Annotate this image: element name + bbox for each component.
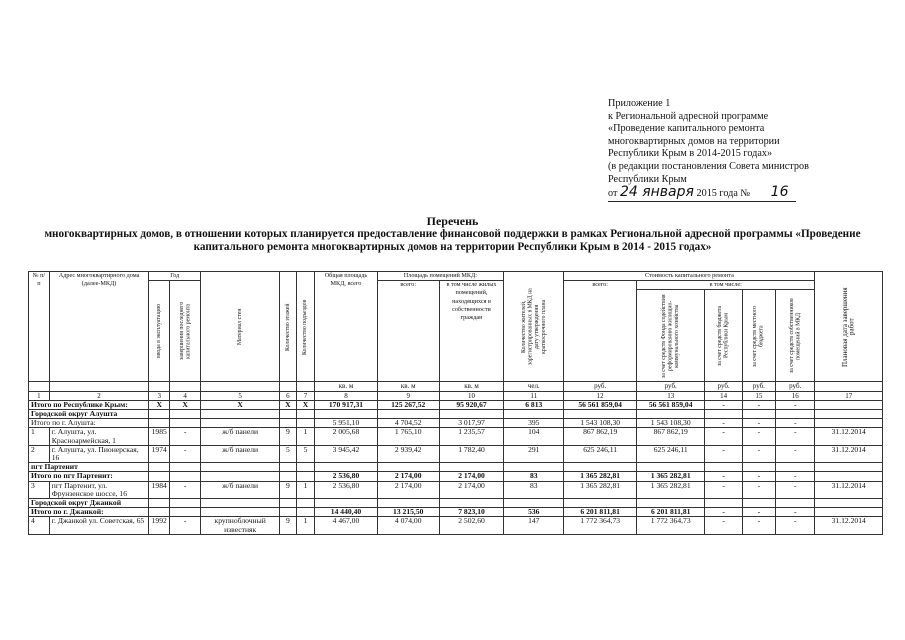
table-cell: 291 [504,445,564,462]
table-cell: 56 561 859,04 [636,400,704,409]
table-cell: - [705,419,742,428]
table-cell [439,463,503,472]
table-cell: 9 [280,428,297,445]
table-cell: - [742,508,775,517]
table-cell [815,499,883,508]
table-cell [742,499,775,508]
table-cell: 31.12.2014 [815,481,883,498]
table-cell: 4 [29,517,50,534]
appendix-line: (в редакции постановления Совета министров [608,160,809,172]
table-cell [315,463,377,472]
table-cell: X [280,400,297,409]
table-cell: X [201,400,280,409]
table-cell [564,410,637,419]
column-number: 10 [439,391,503,400]
table-cell: г. Алушта, ул. Пионерская, 16 [49,445,149,462]
table-cell [201,499,280,508]
column-number: 14 [705,391,742,400]
table-row-item [29,481,883,498]
date-handwritten: 24 января [619,184,694,201]
table-cell: 2 174,00 [377,481,439,498]
table-cell: 1 772 364,73 [636,517,704,534]
table-cell: - [775,428,814,445]
table-cell [815,400,883,409]
table-cell: 4 467,00 [315,517,377,534]
table-cell [149,419,170,428]
header-wall-text: Материал стен [236,308,243,345]
table-cell [170,419,201,428]
column-number: 7 [296,391,315,400]
column-number: 15 [742,391,775,400]
number-handwritten: 16 [770,184,789,201]
table-cell [315,499,377,508]
table-cell: 31.12.2014 [815,428,883,445]
table-cell: 5 951,10 [315,419,377,428]
table-cell [296,419,315,428]
unit-cell: руб. [636,382,704,391]
table-cell: - [170,481,201,498]
section-label: Городской округ Джанкой [29,499,149,508]
header-entrances-text: Количество подъездов [302,299,309,355]
unit-cell: руб. [742,382,775,391]
table-cell: 104 [504,428,564,445]
table-cell [636,410,704,419]
column-number: 6 [280,391,297,400]
table-cell: г. Джанкой ул. Советская, 65 [49,517,149,534]
header-year: Год [149,272,201,281]
header-cost-total: всего: [564,281,637,382]
table-cell: - [705,481,742,498]
table-cell [201,472,280,481]
column-number: 3 [149,391,170,400]
header-cost-local [742,290,775,382]
table-cell [201,463,280,472]
table-cell: 1 365 282,81 [564,472,637,481]
table-cell [296,463,315,472]
table-cell [296,472,315,481]
table-cell: Итого по Республике Крым: [29,400,149,409]
table-cell [296,499,315,508]
table-cell: 2 [29,445,50,462]
table-cell [201,508,280,517]
header-cost: Стоимость капитального ремонта [564,272,815,281]
table-cell: 125 267,52 [377,400,439,409]
table-cell [564,463,637,472]
table-cell: 6 813 [504,400,564,409]
table-cell: 6 201 811,81 [564,508,637,517]
table-cell [170,410,201,419]
table-cell: 1 782,40 [439,445,503,462]
table-cell: ж/б панели [201,428,280,445]
table-cell: 3 [29,481,50,498]
table-cell [280,472,297,481]
table-row-total [29,472,883,481]
table-cell: 1 [296,517,315,534]
table-cell [742,410,775,419]
header-cost-republic [705,290,742,382]
table-cell: 9 [280,517,297,534]
table-cell: 1 765,10 [377,428,439,445]
table-cell [775,499,814,508]
date-year: 2015 года № [696,188,751,200]
column-number: 5 [201,391,280,400]
table-cell [815,463,883,472]
table-cell: - [170,517,201,534]
table-cell: 1 543 108,30 [564,419,637,428]
table-cell: 3 017,97 [439,419,503,428]
table-cell [149,499,170,508]
table-cell: ж/б панели [201,445,280,462]
table-cell: - [705,400,742,409]
table-cell: 395 [504,419,564,428]
table-cell: пгт Партенит, ул. Фрунзенское шоссе, 16 [49,481,149,498]
table-cell: 5 [296,445,315,462]
header-deadline [815,272,883,382]
table-cell: - [705,428,742,445]
table-cell [149,508,170,517]
header-cost-fund-text: за счет средств Фонда содействия реформированию жилищно-коммунального хозяйства [660,294,680,378]
table-cell: 1 [296,428,315,445]
table-cell: - [775,419,814,428]
header-year-commission-text: ввода в эксплуатацию [155,304,162,359]
table-cell: 867 862,19 [636,428,704,445]
column-number: 16 [775,391,814,400]
table-cell: 1974 [149,445,170,462]
table-cell [280,463,297,472]
column-numbers-row [29,391,883,400]
header-wall [201,272,280,382]
column-number: 13 [636,391,704,400]
unit-cell: чел. [504,382,564,391]
table-cell [377,463,439,472]
table-cell: - [170,445,201,462]
houses-table [28,271,883,535]
table-cell: Итого по пгт Партенит: [29,472,149,481]
table-cell: 1992 [149,517,170,534]
table-cell [296,410,315,419]
table-cell [280,499,297,508]
table-cell: Итого по г. Алушта: [29,419,149,428]
table-cell [815,508,883,517]
table-cell: 1 [296,481,315,498]
table-cell: - [775,508,814,517]
table-cell: 14 440,40 [315,508,377,517]
header-floors-text: Количество этажей [284,302,291,351]
table-cell: - [742,419,775,428]
unit-cell: кв. м [439,382,503,391]
header-cost-fund [636,290,704,382]
table-row-total [29,400,883,409]
table-cell: - [705,508,742,517]
table-cell: - [775,481,814,498]
column-number: 12 [564,391,637,400]
table-cell: 1 365 282,81 [636,472,704,481]
table-cell [439,499,503,508]
header-cost-local-text: за счет средств местного бюджета [752,305,765,367]
table-cell: 1 365 282,81 [564,481,637,498]
column-number: 9 [377,391,439,400]
table-cell [439,410,503,419]
table-cell [201,410,280,419]
column-number: 8 [315,391,377,400]
table-row-item [29,428,883,445]
header-cost-owners-text: за счет средств собственников помещений в МКД [788,298,802,374]
table-cell: 4 074,00 [377,517,439,534]
table-cell: 56 561 859,04 [564,400,637,409]
table-cell: - [742,472,775,481]
table-header-row [29,272,883,281]
header-num: № п/п [29,272,50,382]
table-row-subtotal [29,419,883,428]
table-cell [705,463,742,472]
table-cell [705,499,742,508]
table-row-section [29,410,883,419]
table-cell: 536 [504,508,564,517]
table-cell [377,499,439,508]
header-cost-owners [775,290,814,382]
page-title: Перечень [426,214,479,228]
table-cell: 1 [29,428,50,445]
table-cell [296,508,315,517]
table-cell [564,499,637,508]
table-cell: 7 823,10 [439,508,503,517]
column-number: 1 [29,391,50,400]
table-cell [504,499,564,508]
table-cell: 2 174,00 [439,472,503,481]
header-residents [504,272,564,382]
table-cell [170,472,201,481]
table-cell: X [296,400,315,409]
table-cell [815,419,883,428]
table-cell [815,472,883,481]
table-cell: 2 939,42 [377,445,439,462]
table-cell: 1985 [149,428,170,445]
table-cell: - [705,517,742,534]
header-address: Адрес многоквартирного дома (далее-МКД) [49,272,149,382]
table-cell: 4 704,52 [377,419,439,428]
table-cell [201,419,280,428]
header-floors [280,272,297,382]
table-cell: - [742,481,775,498]
table-cell [775,463,814,472]
table-cell: 5 [280,445,297,462]
table-cell: Итого по г. Джанкой: [29,508,149,517]
table-cell: X [149,400,170,409]
table-cell [170,508,201,517]
column-number: 11 [504,391,564,400]
table-cell: 625 246,11 [636,445,704,462]
table-row-item [29,517,883,534]
table-cell: 83 [504,472,564,481]
units-row [29,382,883,391]
table-cell: 1 365 282,81 [636,481,704,498]
appendix-line: Приложение 1 [608,98,671,109]
table-cell [815,410,883,419]
date-prefix: от [608,188,618,200]
table-cell [636,499,704,508]
table-row-total [29,508,883,517]
table-cell: 31.12.2014 [815,445,883,462]
table-cell [775,410,814,419]
table-cell: 2 005,68 [315,428,377,445]
table-cell: 170 917,31 [315,400,377,409]
column-number: 2 [49,391,149,400]
table-row-section [29,463,883,472]
table-cell: - [742,428,775,445]
header-cost-republic-text: за счет средств бюджета Республики Крым [717,305,730,366]
table-cell [280,508,297,517]
table-cell: - [705,472,742,481]
table-cell [280,410,297,419]
table-cell [170,463,201,472]
unit-cell: руб. [705,382,742,391]
header-total-area: Общая площадь МКД, всего [315,272,377,382]
table-cell: X [170,400,201,409]
table-cell: - [742,517,775,534]
table-cell: 625 246,11 [564,445,637,462]
table-cell: 31.12.2014 [815,517,883,534]
table-cell [280,419,297,428]
appendix-line: «Проведение капитального ремонта [608,123,765,135]
unit-cell: кв. м [377,382,439,391]
header-premises-total: всего: [377,281,439,382]
table-cell [504,463,564,472]
table-cell: 1984 [149,481,170,498]
table-cell [315,410,377,419]
header-cost-incl: в том числе: [636,281,814,290]
unit-cell: руб. [564,382,637,391]
table-body [29,400,883,534]
header-residents-text: Количество жителей, зарегистрированных в МКД на дату утверждения краткосрочного плана [520,288,547,366]
table-cell: - [775,517,814,534]
page-subtitle: многоквартирных домов, в отношении которых планируется предоставление финансовой поддержки в рамках Региональной адресной программы «Проведение капитального ремонта многоквартирных домов на территории Республики Крым в 2014 - 2015 годах» [44,228,861,253]
table-cell: 83 [504,481,564,498]
table-cell [636,463,704,472]
table-cell [742,463,775,472]
section-label: пгт Партенит [29,463,149,472]
table-cell: - [170,428,201,445]
table-row-section [29,499,883,508]
table-cell: 9 [280,481,297,498]
table-cell: крупноблочный известняк [201,517,280,534]
header-premises-area: Площадь помещений МКД: [377,272,504,281]
table-cell: 2 536,80 [315,481,377,498]
appendix-line: многоквартирных домов на территории [608,135,780,147]
section-label: Городской округ Алушта [29,410,149,419]
table-cell: 13 215,50 [377,508,439,517]
table-cell [149,463,170,472]
table-cell [170,499,201,508]
table-cell: 2 502,60 [439,517,503,534]
table-cell: - [775,400,814,409]
table-cell: 95 920,67 [439,400,503,409]
unit-cell: кв. м [315,382,377,391]
appendix-line: Республики Крым в 2014-2015 годах» [608,148,773,160]
header-year-commission [149,281,170,382]
appendix-line: к Региональной адресной программе [608,110,769,122]
table-cell [705,410,742,419]
table-cell: 6 201 811,81 [636,508,704,517]
header-year-overhaul-text: завершения последнего капитального ремонта [178,302,192,361]
table-cell: - [742,400,775,409]
header-premises-living: в том числе жилых помещений, находящихся в собственности граждан [439,281,503,382]
appendix-line: Республики Крым [608,173,687,185]
table-cell: 1 772 364,73 [564,517,637,534]
table-cell [149,410,170,419]
table-cell: - [705,445,742,462]
table-cell: 2 174,00 [439,481,503,498]
appendix-date [608,186,796,202]
table-header-row [29,281,883,290]
table-row-item [29,445,883,462]
column-number: 17 [815,391,883,400]
header-year-overhaul [170,281,201,382]
table-cell: 3 945,42 [315,445,377,462]
header-deadline-text: Плановая дата завершения работ [841,286,856,367]
table-cell: ж/б панели [201,481,280,498]
table-cell [149,472,170,481]
table-cell [504,410,564,419]
table-cell: 867 862,19 [564,428,637,445]
table-cell: 1 235,57 [439,428,503,445]
table-cell: 2 536,80 [315,472,377,481]
appendix-block [608,98,809,202]
table-cell: 1 543 108,30 [636,419,704,428]
table-cell: - [775,445,814,462]
column-number: 4 [170,391,201,400]
table-cell: г. Алушта, ул. Красноармейская, 1 [49,428,149,445]
table-cell: 147 [504,517,564,534]
table-cell [377,410,439,419]
table-cell: - [775,472,814,481]
unit-cell: руб. [775,382,814,391]
table-cell: - [742,445,775,462]
header-entrances [296,272,315,382]
table-cell: 2 174,00 [377,472,439,481]
